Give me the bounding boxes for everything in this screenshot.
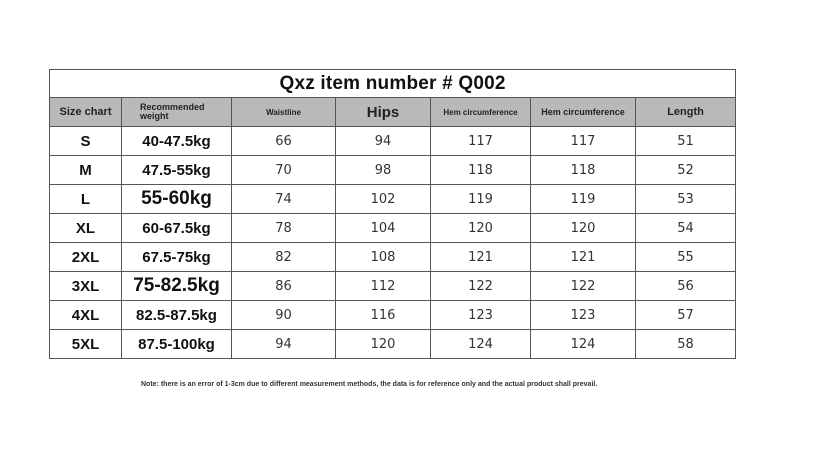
hem-cell: 123 bbox=[531, 301, 636, 330]
size-cell: 4XL bbox=[50, 301, 122, 330]
weight-cell: 82.5-87.5kg bbox=[122, 301, 232, 330]
length-cell: 58 bbox=[636, 330, 736, 359]
table-row bbox=[50, 272, 736, 301]
weight-cell: 55-60kg bbox=[122, 185, 232, 214]
table-row bbox=[50, 185, 736, 214]
hips-cell: 120 bbox=[336, 330, 431, 359]
header-length: Length bbox=[636, 98, 736, 127]
length-cell: 51 bbox=[636, 127, 736, 156]
header-hem-circumference-2: Hem circumference bbox=[531, 98, 636, 127]
hem-cell: 124 bbox=[431, 330, 531, 359]
hem-cell: 119 bbox=[431, 185, 531, 214]
header-recommended-weight: Recommended weight bbox=[122, 98, 232, 127]
length-cell: 53 bbox=[636, 185, 736, 214]
size-cell: L bbox=[50, 185, 122, 214]
hem-cell: 119 bbox=[531, 185, 636, 214]
weight-cell: 75-82.5kg bbox=[122, 272, 232, 301]
header-size-chart: Size chart bbox=[50, 98, 122, 127]
header-hem-circumference-1: Hem circumference bbox=[431, 98, 531, 127]
hips-cell: 98 bbox=[336, 156, 431, 185]
header-waistline: Waistline bbox=[232, 98, 336, 127]
hem-cell: 122 bbox=[531, 272, 636, 301]
weight-cell: 60-67.5kg bbox=[122, 214, 232, 243]
length-cell: 56 bbox=[636, 272, 736, 301]
hem-cell: 118 bbox=[431, 156, 531, 185]
waist-cell: 86 bbox=[232, 272, 336, 301]
table-row bbox=[50, 156, 736, 185]
hem-cell: 121 bbox=[431, 243, 531, 272]
length-cell: 54 bbox=[636, 214, 736, 243]
hem-cell: 124 bbox=[531, 330, 636, 359]
hem-cell: 120 bbox=[431, 214, 531, 243]
waist-cell: 74 bbox=[232, 185, 336, 214]
hem-cell: 118 bbox=[531, 156, 636, 185]
weight-cell: 47.5-55kg bbox=[122, 156, 232, 185]
hips-cell: 108 bbox=[336, 243, 431, 272]
hem-cell: 120 bbox=[531, 214, 636, 243]
size-cell: 5XL bbox=[50, 330, 122, 359]
disclaimer-note: Note: there is an error of 1-3cm due to different measurement methods, the data is for reference only and the actual product shall prevail. bbox=[141, 381, 598, 388]
length-cell: 52 bbox=[636, 156, 736, 185]
size-cell: XL bbox=[50, 214, 122, 243]
hem-cell: 122 bbox=[431, 272, 531, 301]
hem-cell: 121 bbox=[531, 243, 636, 272]
table-row bbox=[50, 214, 736, 243]
weight-cell: 67.5-75kg bbox=[122, 243, 232, 272]
hips-cell: 94 bbox=[336, 127, 431, 156]
header-row bbox=[50, 98, 736, 127]
hem-cell: 117 bbox=[531, 127, 636, 156]
hips-cell: 104 bbox=[336, 214, 431, 243]
hips-cell: 116 bbox=[336, 301, 431, 330]
length-cell: 55 bbox=[636, 243, 736, 272]
title-row bbox=[50, 70, 736, 98]
size-cell: S bbox=[50, 127, 122, 156]
size-cell: 3XL bbox=[50, 272, 122, 301]
waist-cell: 90 bbox=[232, 301, 336, 330]
size-cell: 2XL bbox=[50, 243, 122, 272]
table-title: Qxz item number # Q002 bbox=[50, 70, 736, 98]
waist-cell: 82 bbox=[232, 243, 336, 272]
hem-cell: 117 bbox=[431, 127, 531, 156]
length-cell: 57 bbox=[636, 301, 736, 330]
waist-cell: 94 bbox=[232, 330, 336, 359]
waist-cell: 78 bbox=[232, 214, 336, 243]
weight-cell: 40-47.5kg bbox=[122, 127, 232, 156]
weight-cell: 87.5-100kg bbox=[122, 330, 232, 359]
size-chart-table bbox=[49, 69, 736, 359]
waist-cell: 70 bbox=[232, 156, 336, 185]
table-row bbox=[50, 127, 736, 156]
table-row bbox=[50, 330, 736, 359]
header-hips: Hips bbox=[336, 98, 431, 127]
table-row bbox=[50, 243, 736, 272]
hem-cell: 123 bbox=[431, 301, 531, 330]
waist-cell: 66 bbox=[232, 127, 336, 156]
hips-cell: 102 bbox=[336, 185, 431, 214]
hips-cell: 112 bbox=[336, 272, 431, 301]
table-row bbox=[50, 301, 736, 330]
size-cell: M bbox=[50, 156, 122, 185]
